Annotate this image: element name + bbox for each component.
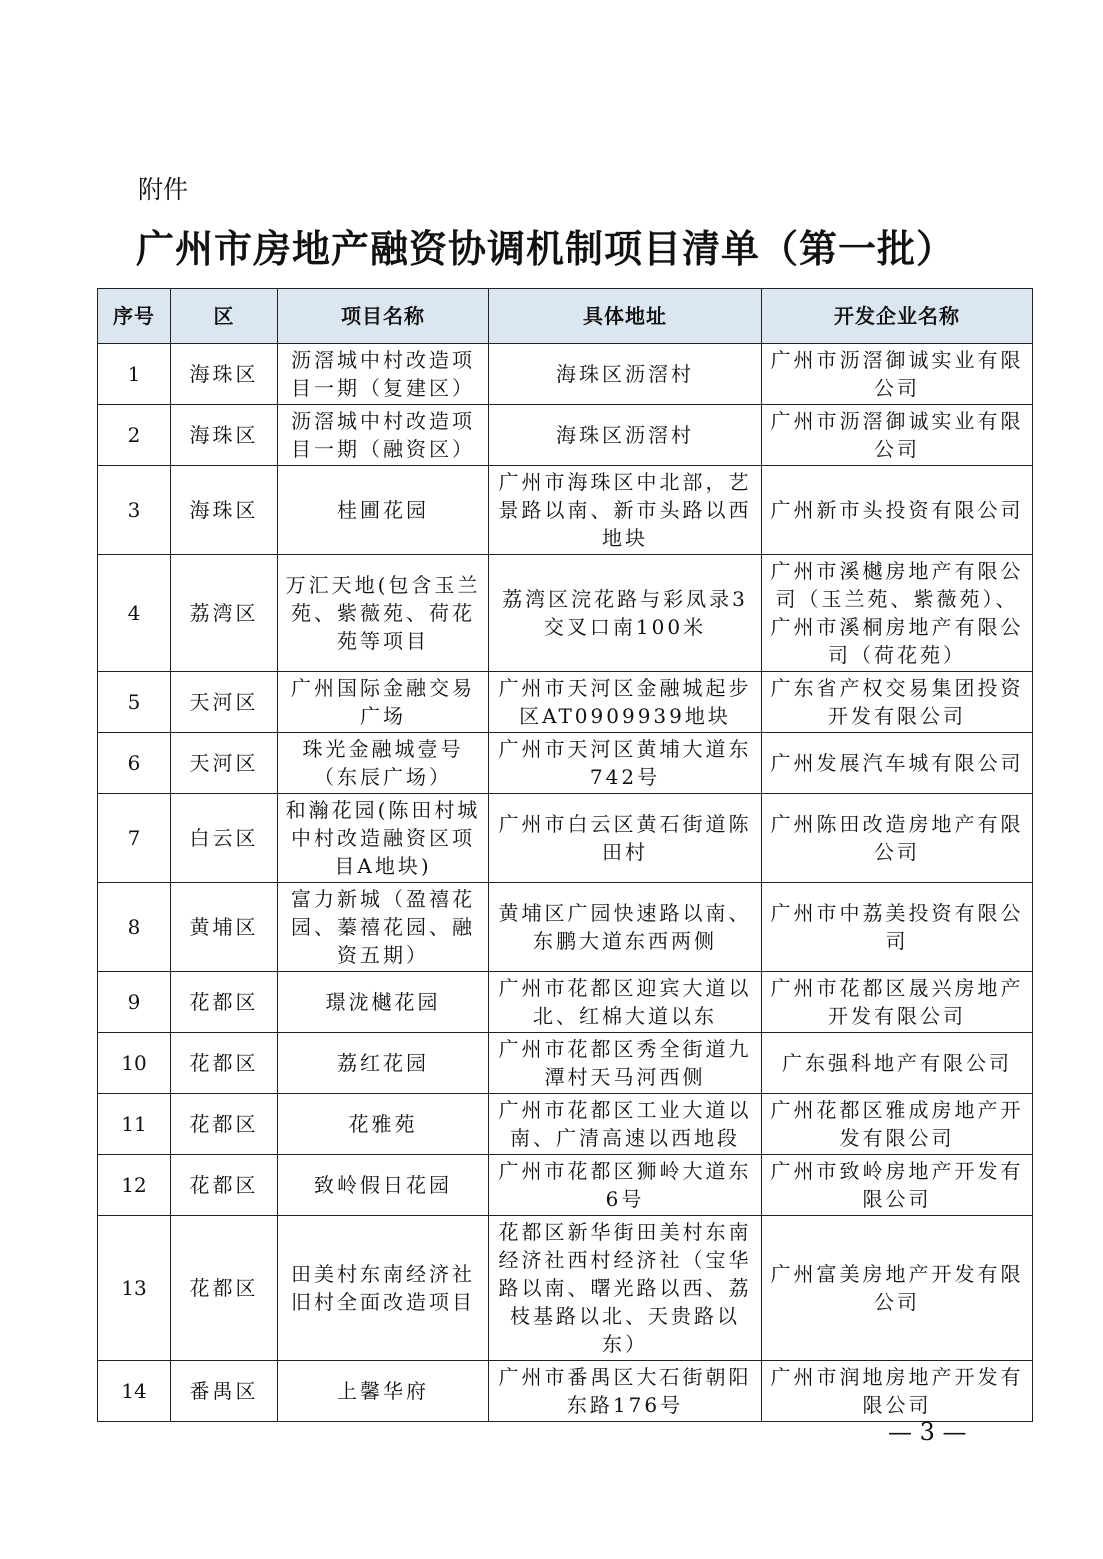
cell-no: 14 <box>98 1361 171 1422</box>
cell-address: 广州市花都区迎宾大道以北、红棉大道以东 <box>489 972 762 1033</box>
column-header-district: 区 <box>171 289 278 344</box>
cell-no: 6 <box>98 733 171 794</box>
table-row <box>98 1094 1033 1155</box>
cell-project: 荔红花园 <box>278 1033 489 1094</box>
cell-project: 花雅苑 <box>278 1094 489 1155</box>
cell-district: 花都区 <box>171 1033 278 1094</box>
cell-project: 上馨华府 <box>278 1361 489 1422</box>
cell-project: 万汇天地(包含玉兰苑、紫薇苑、荷花苑等项目 <box>278 555 489 672</box>
page-number: — 3 — <box>888 1418 967 1446</box>
table-row <box>98 466 1033 555</box>
cell-no: 12 <box>98 1155 171 1216</box>
cell-no: 3 <box>98 466 171 555</box>
column-header-address: 具体地址 <box>489 289 762 344</box>
column-header-project: 项目名称 <box>278 289 489 344</box>
cell-no: 11 <box>98 1094 171 1155</box>
cell-district: 天河区 <box>171 672 278 733</box>
cell-project: 璟泷樾花园 <box>278 972 489 1033</box>
cell-project: 广州国际金融交易广场 <box>278 672 489 733</box>
table-header-row <box>98 289 1033 344</box>
cell-no: 10 <box>98 1033 171 1094</box>
cell-developer: 广州市沥滘御诚实业有限公司 <box>762 405 1033 466</box>
cell-district: 海珠区 <box>171 344 278 405</box>
cell-address: 广州市番禺区大石街朝阳东路176号 <box>489 1361 762 1422</box>
cell-project: 富力新城（盈禧花园、蓁禧花园、融资五期） <box>278 883 489 972</box>
cell-address: 广州市天河区黄埔大道东742号 <box>489 733 762 794</box>
cell-district: 花都区 <box>171 1094 278 1155</box>
cell-no: 1 <box>98 344 171 405</box>
cell-developer: 广州市花都区晟兴房地产开发有限公司 <box>762 972 1033 1033</box>
cell-developer: 广州市中荔美投资有限公司 <box>762 883 1033 972</box>
table-row <box>98 733 1033 794</box>
table-row <box>98 1155 1033 1216</box>
cell-address: 花都区新华街田美村东南经济社西村经济社（宝华路以南、曙光路以西、荔枝基路以北、天贵路以东） <box>489 1216 762 1361</box>
cell-address: 广州市花都区狮岭大道东6号 <box>489 1155 762 1216</box>
cell-address: 广州市花都区工业大道以南、广清高速以西地段 <box>489 1094 762 1155</box>
cell-developer: 广州市溪樾房地产有限公司（玉兰苑、紫薇苑）、广州市溪桐房地产有限公司（荷花苑） <box>762 555 1033 672</box>
cell-address: 广州市天河区金融城起步区AT0909939地块 <box>489 672 762 733</box>
cell-no: 9 <box>98 972 171 1033</box>
cell-developer: 广州市沥滘御诚实业有限公司 <box>762 344 1033 405</box>
cell-no: 5 <box>98 672 171 733</box>
table-row <box>98 1033 1033 1094</box>
cell-project: 沥滘城中村改造项目一期（复建区） <box>278 344 489 405</box>
column-header-no: 序号 <box>98 289 171 344</box>
cell-project: 桂圃花园 <box>278 466 489 555</box>
cell-project: 沥滘城中村改造项目一期（融资区） <box>278 405 489 466</box>
cell-district: 黄埔区 <box>171 883 278 972</box>
cell-district: 花都区 <box>171 1216 278 1361</box>
cell-no: 7 <box>98 794 171 883</box>
cell-address: 广州市白云区黄石街道陈田村 <box>489 794 762 883</box>
table-row <box>98 972 1033 1033</box>
cell-developer: 广州新市头投资有限公司 <box>762 466 1033 555</box>
cell-district: 花都区 <box>171 972 278 1033</box>
cell-district: 荔湾区 <box>171 555 278 672</box>
cell-developer: 广州市致岭房地产开发有限公司 <box>762 1155 1033 1216</box>
cell-no: 2 <box>98 405 171 466</box>
cell-developer: 广州市润地房地产开发有限公司 <box>762 1361 1033 1422</box>
cell-address: 海珠区沥滘村 <box>489 344 762 405</box>
cell-district: 花都区 <box>171 1155 278 1216</box>
cell-developer: 广州陈田改造房地产有限公司 <box>762 794 1033 883</box>
table-row <box>98 672 1033 733</box>
cell-project: 和瀚花园(陈田村城中村改造融资区项目A地块) <box>278 794 489 883</box>
cell-district: 海珠区 <box>171 466 278 555</box>
cell-address: 黄埔区广园快速路以南、东鹏大道东西两侧 <box>489 883 762 972</box>
cell-district: 海珠区 <box>171 405 278 466</box>
cell-address: 荔湾区浣花路与彩凤录3交叉口南100米 <box>489 555 762 672</box>
table-row <box>98 405 1033 466</box>
document-title: 广州市房地产融资协调机制项目清单（第一批） <box>136 227 956 271</box>
cell-no: 4 <box>98 555 171 672</box>
cell-developer: 广州花都区雅成房地产开发有限公司 <box>762 1094 1033 1155</box>
project-table <box>97 288 1033 1422</box>
cell-no: 13 <box>98 1216 171 1361</box>
cell-address: 广州市海珠区中北部，艺景路以南、新市头路以西地块 <box>489 466 762 555</box>
cell-developer: 广东省产权交易集团投资开发有限公司 <box>762 672 1033 733</box>
cell-project: 致岭假日花园 <box>278 1155 489 1216</box>
table-row <box>98 1361 1033 1422</box>
column-header-developer: 开发企业名称 <box>762 289 1033 344</box>
cell-address: 海珠区沥滘村 <box>489 405 762 466</box>
cell-project: 田美村东南经济社旧村全面改造项目 <box>278 1216 489 1361</box>
table-row <box>98 1216 1033 1361</box>
cell-district: 天河区 <box>171 733 278 794</box>
cell-developer: 广州富美房地产开发有限公司 <box>762 1216 1033 1361</box>
attachment-label: 附件 <box>138 175 189 204</box>
cell-address: 广州市花都区秀全街道九潭村天马河西侧 <box>489 1033 762 1094</box>
cell-developer: 广东强科地产有限公司 <box>762 1033 1033 1094</box>
cell-district: 番禺区 <box>171 1361 278 1422</box>
table-row <box>98 555 1033 672</box>
table-row <box>98 344 1033 405</box>
cell-district: 白云区 <box>171 794 278 883</box>
cell-project: 珠光金融城壹号（东辰广场） <box>278 733 489 794</box>
table-row <box>98 883 1033 972</box>
table-row <box>98 794 1033 883</box>
cell-developer: 广州发展汽车城有限公司 <box>762 733 1033 794</box>
cell-no: 8 <box>98 883 171 972</box>
